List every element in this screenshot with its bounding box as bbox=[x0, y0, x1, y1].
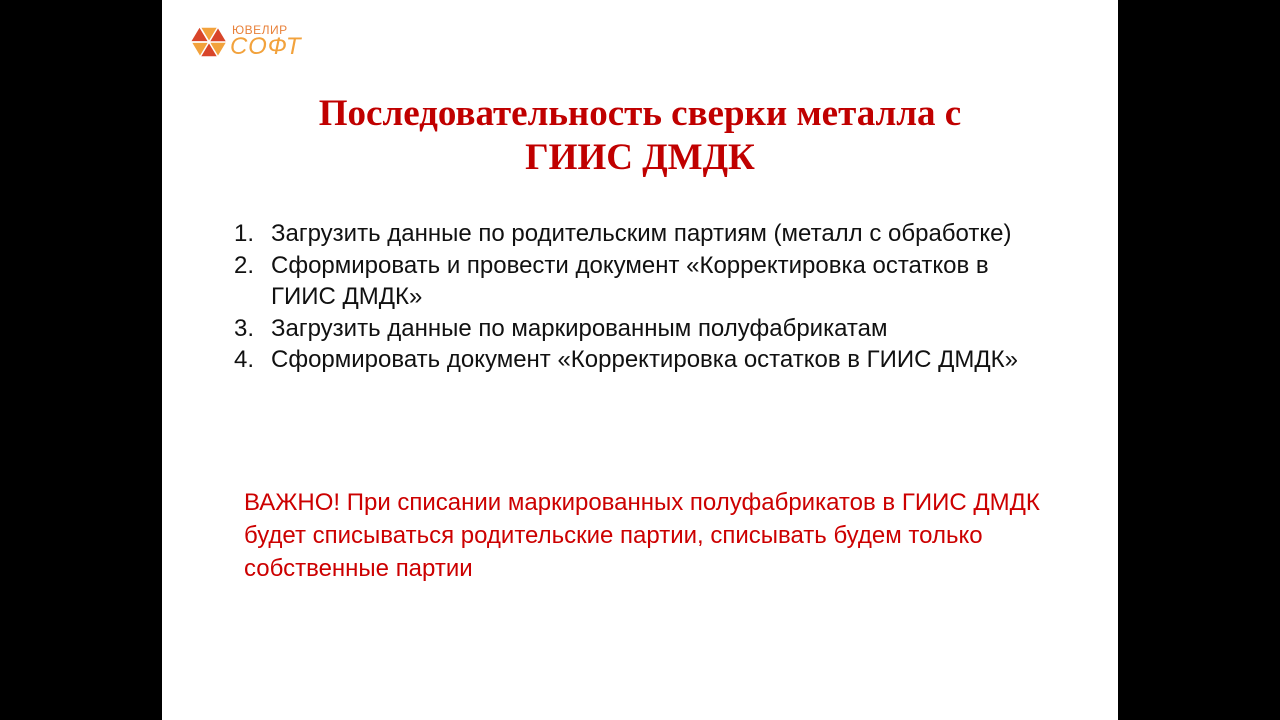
list-item bbox=[234, 218, 1034, 250]
steps-list bbox=[234, 218, 1034, 376]
slide-title-line-2: ГИИС ДМДК bbox=[525, 137, 755, 178]
list-item-text: Загрузить данные по маркированным полуфабрикатам bbox=[271, 314, 888, 342]
list-item-number: 1. bbox=[234, 220, 255, 247]
list-item-text: Сформировать и провести документ «Корректировка остатков в ГИИС ДМДК» bbox=[271, 251, 989, 310]
list-item bbox=[234, 250, 1034, 313]
list-item-text: Сформировать документ «Корректировка остатков в ГИИС ДМДК» bbox=[271, 346, 1018, 373]
list-item-number: 3. bbox=[234, 314, 255, 342]
company-logo bbox=[190, 22, 320, 62]
logo-text-bottom: СОФТ bbox=[230, 33, 302, 60]
list-item bbox=[234, 313, 1034, 345]
slide-title bbox=[162, 92, 1118, 180]
list-item-text: Загрузить данные по родительским партиям (металл с обработке) bbox=[271, 220, 1012, 247]
list-item bbox=[234, 344, 1034, 376]
slide bbox=[162, 0, 1118, 720]
logo-emblem-icon bbox=[190, 24, 228, 60]
list-item-number: 4. bbox=[234, 346, 255, 373]
important-note: ВАЖНО! При списании маркированных полуфабрикатов в ГИИС ДМДК будет списываться родительские партии, списывать будем только собственные партии bbox=[244, 489, 1040, 582]
slide-title-line-1: Последовательность сверки металла с bbox=[318, 93, 962, 134]
list-item-number: 2. bbox=[234, 251, 255, 279]
logo-text-top: ЮВЕЛИР bbox=[232, 23, 288, 37]
